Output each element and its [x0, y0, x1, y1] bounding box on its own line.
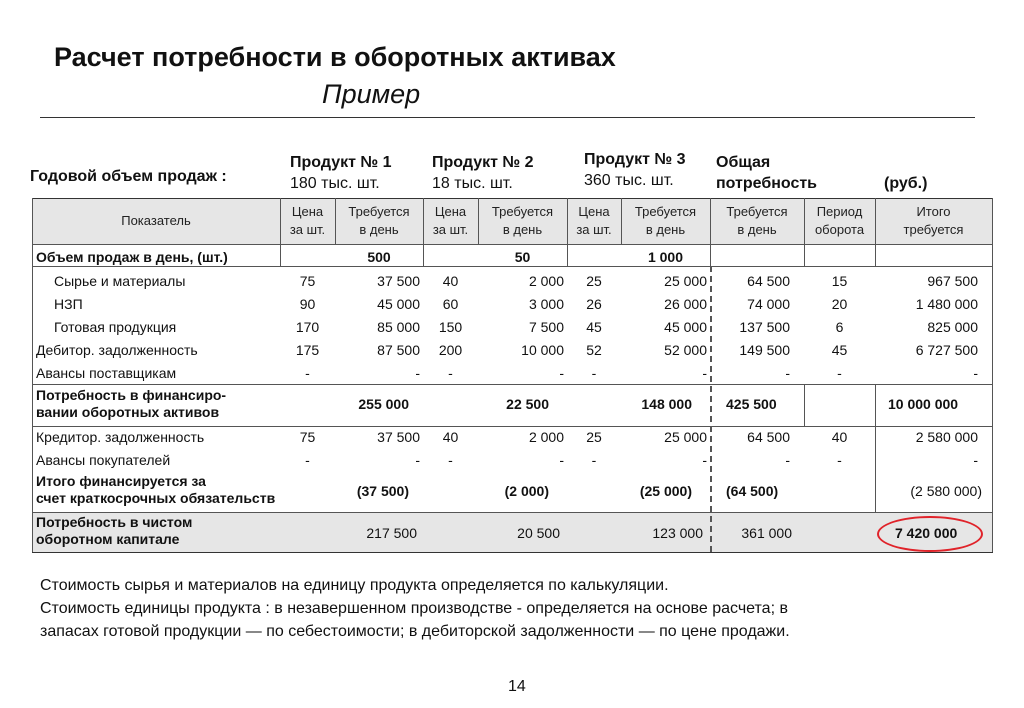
row-divider: [32, 266, 993, 267]
table-cell: 150: [438, 319, 463, 335]
table-cell: 2 580 000: [915, 429, 978, 445]
net-wc-total: 7 420 000: [895, 525, 958, 541]
short-term-p2: (2 000): [504, 483, 549, 499]
row-divider: [32, 512, 993, 513]
short-term-label: Итого финансируется за счет краткосрочных обязательств: [36, 473, 276, 506]
net-wc-p1: 217 500: [366, 525, 417, 541]
table-cell: 64 500: [747, 429, 790, 445]
net-wc-label: Потребность в чистом оборотном капитале: [36, 514, 193, 547]
table-cell: 26 000: [664, 296, 707, 312]
daily-sales-label: Объем продаж в день, (шт.): [36, 249, 228, 265]
table-cell: 25: [586, 273, 602, 289]
table-cell: 64 500: [747, 273, 790, 289]
table-cell: -: [415, 452, 420, 468]
table-cell: 74 000: [747, 296, 790, 312]
table-cell: -: [415, 365, 420, 381]
product-1-volume: 180 тыс. шт.: [290, 175, 380, 192]
product-3-name: Продукт № 3: [584, 151, 686, 168]
table-cell: 45 000: [664, 319, 707, 335]
daily-sales-p3: 1 000: [647, 249, 684, 265]
short-term-p1: (37 500): [356, 483, 409, 499]
table-cell: 40: [831, 429, 848, 445]
total-need-header: [716, 152, 817, 194]
table-cell: -: [785, 365, 790, 381]
product-3-volume: 360 тыс. шт.: [584, 172, 674, 189]
table-cell: 25: [586, 429, 602, 445]
col-header-indicator: Показатель: [121, 213, 191, 228]
currency-label: (руб.): [884, 175, 928, 192]
table-cell: -: [702, 365, 707, 381]
row-label: Авансы покупателей: [36, 452, 171, 468]
table-cell: -: [448, 365, 453, 381]
title-divider: [40, 117, 975, 118]
daily-sales-p1: 500: [367, 249, 391, 265]
table-cell: 45: [586, 319, 602, 335]
table-cell: 2 000: [528, 429, 564, 445]
page-title: Расчет потребности в оборотных активах: [54, 42, 616, 72]
table-cell: 20: [831, 296, 848, 312]
table-cell: 200: [438, 342, 463, 358]
financing-need-total: 10 000 000: [888, 396, 959, 412]
body-separator: [875, 384, 876, 426]
daily-sales-p2: 50: [514, 249, 531, 265]
col-header-total: Итого требуется: [903, 204, 964, 237]
col-header-period: Период оборота: [814, 204, 865, 237]
note-line-1: Стоимость сырья и материалов на единицу продукта определяется по калькуляции.: [40, 577, 669, 594]
col-header-required-p2: Требуется в день: [491, 204, 554, 237]
product-1-header: [290, 152, 392, 194]
table-cell: 2 000: [528, 273, 564, 289]
table-cell: -: [305, 365, 310, 381]
table-cell: 6 727 500: [915, 342, 978, 358]
row-label: Авансы поставщикам: [36, 365, 177, 381]
row-label: Готовая продукция: [54, 319, 177, 335]
table-cell: 1 480 000: [915, 296, 978, 312]
table-cell: 175: [295, 342, 320, 358]
table-cell: 825 000: [927, 319, 978, 335]
table-cell: 90: [299, 296, 316, 312]
net-wc-p2: 20 500: [517, 525, 560, 541]
product-3-header: [584, 149, 686, 191]
net-wc-p3: 123 000: [652, 525, 703, 541]
col-header-required-p3: Требуется в день: [634, 204, 697, 237]
row-label: Дебитор. задолженность: [36, 342, 198, 358]
table-cell: 52: [586, 342, 602, 358]
table-cell: 37 500: [377, 273, 420, 289]
page-subtitle: Пример: [322, 79, 421, 109]
table-cell: 52 000: [664, 342, 707, 358]
financing-need-p1: 255 000: [358, 396, 409, 412]
table-cell: -: [837, 452, 842, 468]
table-cell: 170: [295, 319, 320, 335]
total-need-label-2: потребность: [716, 175, 818, 192]
table-cell: 26: [586, 296, 602, 312]
row-label: Кредитор. задолженность: [36, 429, 205, 445]
table-cell: 87 500: [377, 342, 420, 358]
table-cell: 149 500: [739, 342, 790, 358]
table-cell: 40: [442, 429, 459, 445]
table-cell: 3 000: [528, 296, 564, 312]
table-cell: -: [837, 365, 842, 381]
product-2-volume: 18 тыс. шт.: [432, 175, 513, 192]
table-top-border: [32, 198, 993, 199]
product-2-name: Продукт № 2: [432, 154, 534, 171]
table-cell: -: [702, 452, 707, 468]
table-cell: -: [785, 452, 790, 468]
page-number: 14: [508, 678, 526, 695]
col-header-price-p3: Цена за шт.: [576, 204, 612, 237]
row-label: НЗП: [54, 296, 83, 312]
table-cell: 137 500: [739, 319, 790, 335]
table-cell: 25 000: [664, 429, 707, 445]
table-cell: 45: [831, 342, 848, 358]
short-term-total-day: (64 500): [726, 483, 779, 499]
table-cell: -: [448, 452, 453, 468]
table-cell: -: [559, 365, 564, 381]
financing-need-total-day: 425 500: [726, 396, 777, 412]
financing-need-label: Потребность в финансиро- вании оборотных активов: [36, 387, 227, 420]
table-cell: 10 000: [521, 342, 564, 358]
working-capital-table: [32, 198, 993, 554]
product-2-header: [432, 152, 534, 194]
col-header-required-total: Требуется в день: [726, 204, 788, 237]
col-border: [992, 198, 993, 552]
financing-need-p2: 22 500: [506, 396, 549, 412]
row-divider: [32, 384, 993, 385]
table-cell: 75: [299, 273, 316, 289]
table-cell: -: [973, 365, 978, 381]
highlight-circle: [877, 516, 983, 552]
table-cell: 60: [442, 296, 459, 312]
table-cell: -: [973, 452, 978, 468]
table-cell: 75: [299, 429, 316, 445]
col-header-price-p1: Цена за шт.: [289, 204, 326, 237]
table-cell: -: [591, 365, 597, 381]
row-divider: [32, 426, 993, 427]
net-wc-total-day: 361 000: [741, 525, 792, 541]
table-cell: 40: [442, 273, 459, 289]
table-cell: 25 000: [664, 273, 707, 289]
table-cell: 85 000: [377, 319, 420, 335]
short-term-total: (2 580 000): [910, 483, 982, 499]
table-cell: 6: [835, 319, 844, 335]
total-need-label-1: Общая: [716, 154, 771, 171]
note-line-2: Стоимость единицы продукта : в незавершенном производстве - определяется на основе расчета; в: [40, 600, 788, 617]
col-header-required-p1: Требуется в день: [348, 204, 410, 237]
note-line-3: запасах готовой продукции — по себестоимости; в дебиторской задолженности — по цене продажи.: [40, 623, 790, 640]
table-cell: 967 500: [927, 273, 978, 289]
table-cell: 15: [831, 273, 848, 289]
table-cell: 7 500: [528, 319, 564, 335]
table-cell: -: [559, 452, 564, 468]
row-label: Сырье и материалы: [54, 273, 186, 289]
table-cell: 37 500: [377, 429, 420, 445]
table-cell: -: [591, 452, 597, 468]
col-border: [32, 198, 33, 552]
table-bottom-border: [32, 552, 993, 553]
col-header-price-p2: Цена за шт.: [432, 204, 469, 237]
financing-need-p3: 148 000: [641, 396, 692, 412]
table-cell: 45 000: [377, 296, 420, 312]
short-term-p3: (25 000): [639, 483, 692, 499]
body-separator: [804, 384, 805, 426]
table-header-divider: [32, 244, 993, 245]
table-cell: -: [305, 452, 310, 468]
product-1-name: Продукт № 1: [290, 154, 392, 171]
annual-sales-label: Годовой объем продаж :: [30, 168, 227, 185]
